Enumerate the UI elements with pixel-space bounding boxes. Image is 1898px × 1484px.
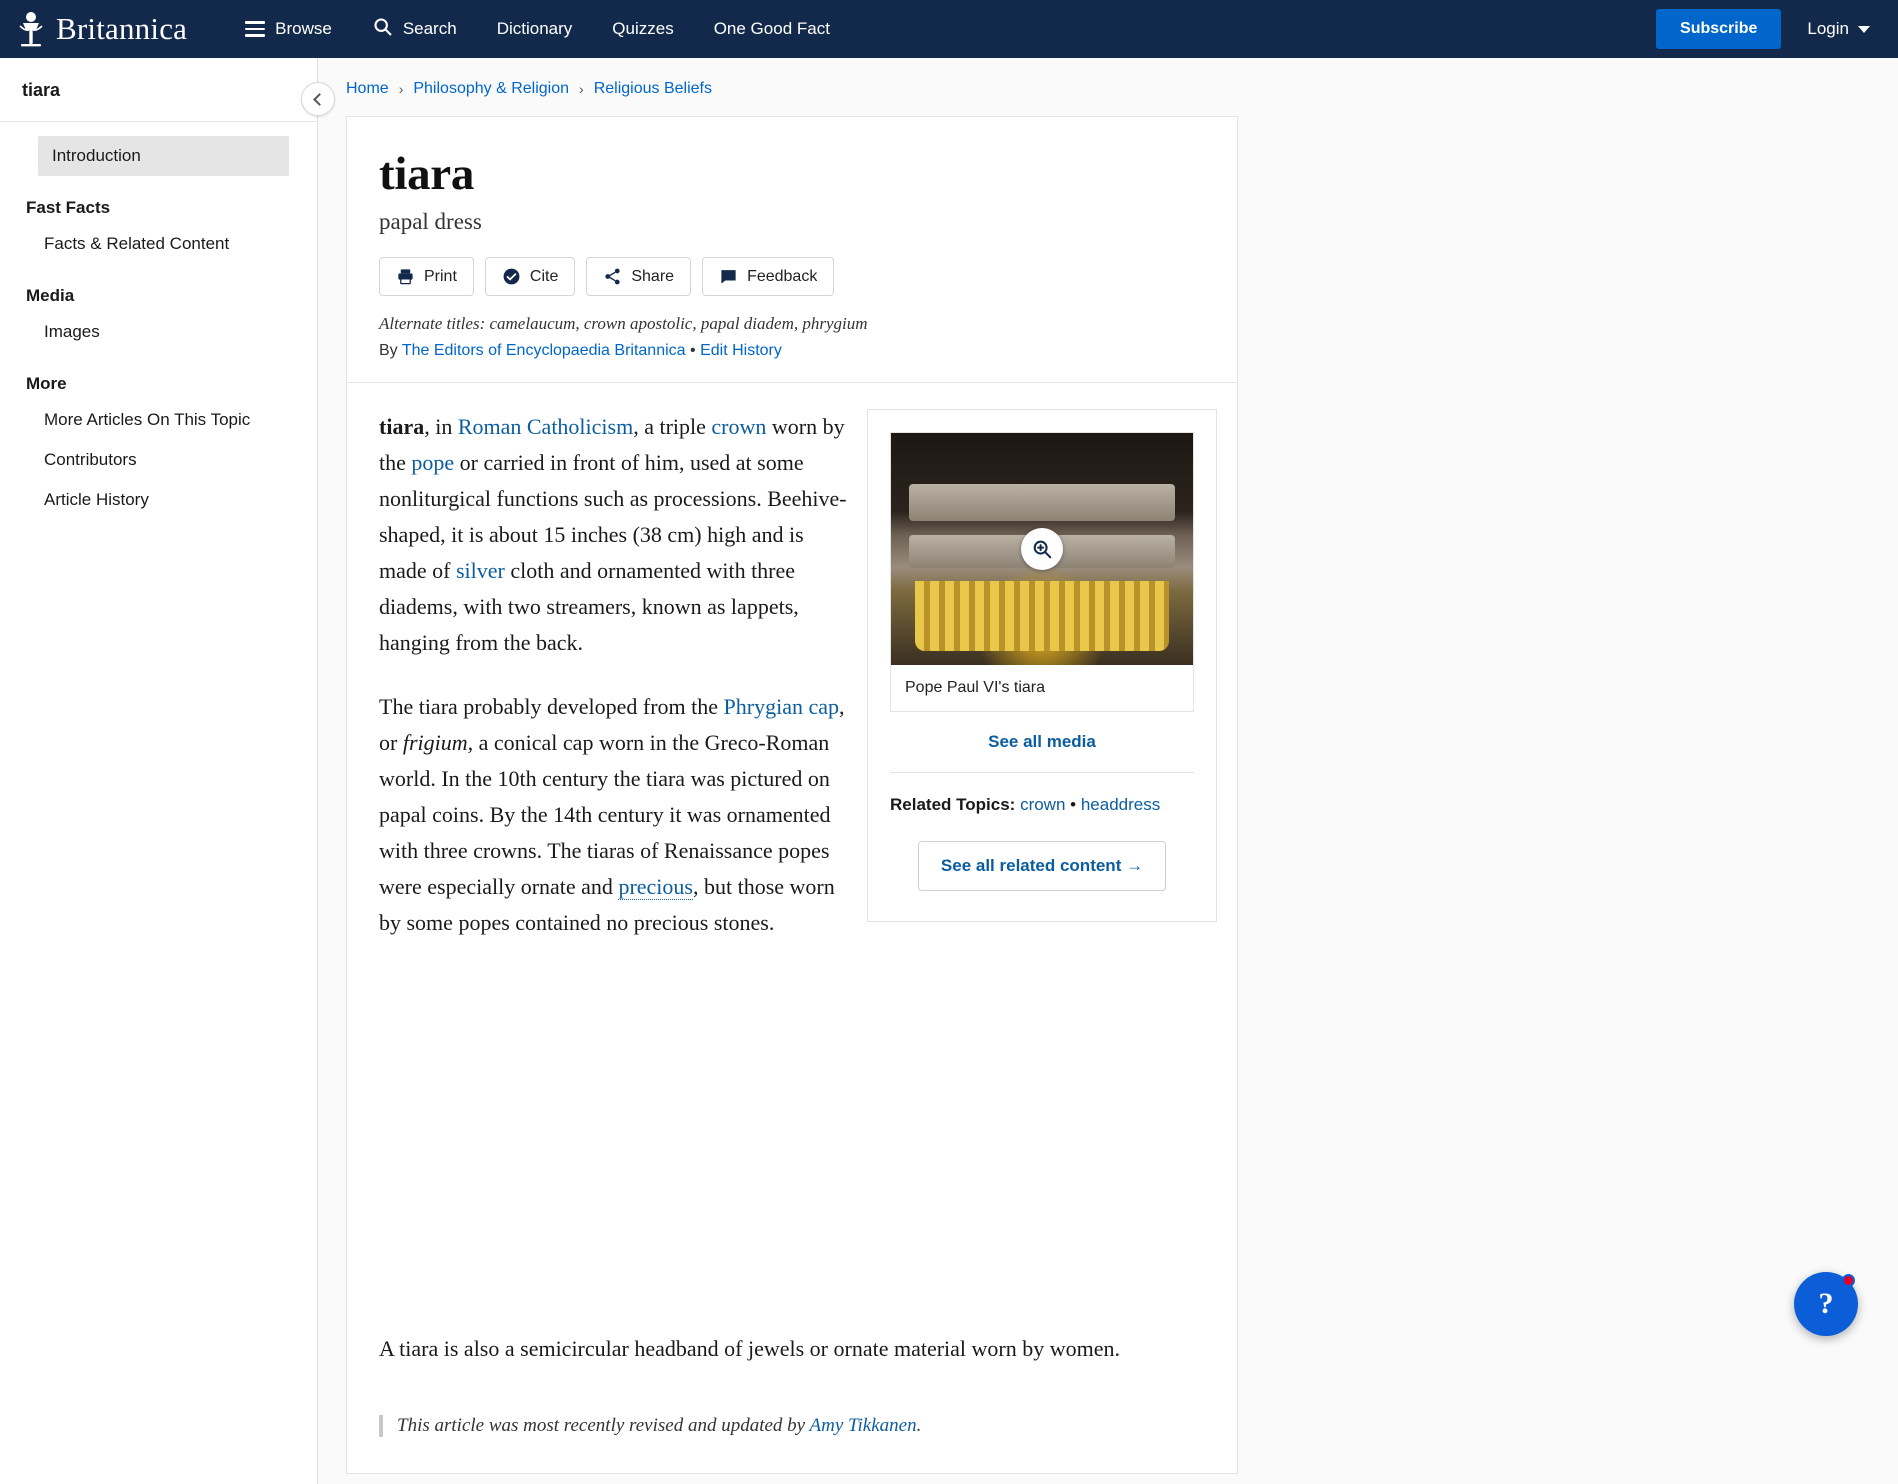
nav-item-one-good-fact[interactable]: [694, 11, 850, 47]
chevron-down-icon: [1858, 26, 1870, 33]
cite-check-icon: [502, 267, 521, 286]
p2-text-2: , or: [379, 694, 845, 755]
paragraph-1: [379, 409, 849, 661]
see-all-media-link[interactable]: See all media: [890, 712, 1194, 773]
link-phrygian-cap[interactable]: Phrygian cap: [723, 694, 840, 719]
sidebar-item-facts-related-content[interactable]: Facts & Related Content: [44, 234, 230, 253]
p1-text-3: worn by the: [379, 414, 845, 475]
feedback-icon: [719, 267, 738, 286]
media-and-related-box: [867, 409, 1217, 922]
byline: [379, 342, 1205, 360]
link-pope[interactable]: pope: [411, 450, 455, 475]
related-topic-headdress[interactable]: headdress: [1080, 795, 1161, 814]
nav-item-quizzes[interactable]: [592, 11, 693, 47]
magnify-icon[interactable]: [1021, 528, 1063, 570]
image-detail-band-upper: [909, 484, 1175, 521]
nav-item-dictionary-label: Dictionary: [496, 19, 573, 38]
related-topics: [890, 773, 1194, 815]
sidebar-item-article-history[interactable]: Article History: [44, 490, 149, 509]
revision-suffix: .: [916, 1415, 922, 1436]
printer-icon: [396, 267, 415, 286]
sidebar-collapse-button[interactable]: [301, 82, 335, 116]
nav-right-zone: [1656, 9, 1876, 49]
main-content: [318, 58, 1898, 1484]
media-figure[interactable]: [890, 432, 1194, 712]
breadcrumb-item-religious-beliefs[interactable]: Religious Beliefs: [593, 80, 712, 97]
chevron-left-icon: [313, 93, 326, 106]
article-card: [346, 116, 1238, 1474]
nav-item-browse[interactable]: [225, 9, 352, 48]
p1-text-4: or carried in front of him, used at some nonliturgical functions such as processions. Beehive-shaped, it is about 15 inches (38 cm) high and is made of: [379, 450, 847, 583]
nav-item-search[interactable]: [352, 8, 477, 50]
cite-button[interactable]: [485, 257, 575, 296]
media-caption: Pope Paul VI's tiara: [905, 679, 1046, 696]
article-sidebar: [0, 58, 318, 1484]
byline-prefix: By: [379, 342, 398, 359]
nav-item-quizzes-label: Quizzes: [612, 19, 674, 38]
p2-text-3: a conical cap worn in the Greco-Roman world. In the 10th century the tiara was pictured on papal coins. By the 14th century it was ornamented with three crowns. The tiaras of Renaissance popes were especially ornate and: [379, 730, 831, 899]
p2-text-1: The tiara probably developed from the: [379, 694, 724, 719]
nav-item-browse-label: Browse: [275, 18, 332, 38]
brand-name: Britannica: [56, 11, 188, 46]
help-button[interactable]: [1794, 1272, 1858, 1336]
sidebar-section-media: Media: [26, 286, 75, 305]
share-icon: [603, 267, 622, 286]
britannica-logo-home-link[interactable]: [14, 10, 187, 48]
paragraph-2: [379, 689, 849, 941]
breadcrumb-item-home[interactable]: Home: [346, 80, 389, 97]
link-precious[interactable]: precious: [618, 874, 693, 899]
login-label: Login: [1807, 19, 1849, 38]
image-detail-crown-row: [915, 581, 1169, 651]
top-navigation-bar: [0, 0, 1898, 58]
revision-author-link[interactable]: Amy Tikkanen: [809, 1415, 917, 1436]
byline-author-link[interactable]: The Editors of Encyclopaedia Britannica: [401, 342, 686, 359]
nav-item-dictionary[interactable]: [477, 11, 593, 47]
revision-note: [379, 1415, 1205, 1437]
share-button-label: Share: [631, 267, 675, 285]
p2-text-4: , but those worn by some popes contained no precious stones.: [379, 874, 835, 935]
sidebar-article-title: tiara: [0, 58, 317, 122]
table-of-contents: [0, 122, 317, 520]
login-menu[interactable]: [1807, 19, 1876, 39]
sidebar-section-fast-facts: Fast Facts: [26, 198, 111, 217]
article-prose: [379, 409, 849, 969]
paragraph-3: A tiara is also a semicircular headband of jewels or ornate material worn by women.: [379, 1336, 1121, 1361]
breadcrumb-item-philosophy-religion[interactable]: Philosophy & Religion: [413, 80, 570, 97]
edit-history-link[interactable]: Edit History: [700, 342, 782, 359]
p1-text-5: cloth and ornamented with three diadems, with two streamers, known as lappets, hanging from the back.: [379, 558, 799, 655]
primary-nav-items: [225, 8, 850, 50]
revision-note-text: [397, 1415, 921, 1437]
link-silver[interactable]: silver: [455, 558, 505, 583]
print-button-label: Print: [424, 267, 457, 285]
article-action-row: [379, 257, 1205, 296]
article-subtitle: papal dress: [379, 209, 482, 234]
nav-item-search-label: Search: [402, 19, 457, 38]
search-icon: [372, 16, 393, 42]
sidebar-item-images[interactable]: Images: [44, 322, 100, 341]
print-button[interactable]: [379, 257, 474, 296]
page-title: tiara: [379, 148, 475, 200]
p1-text-1: , in: [424, 414, 458, 439]
article-body: [347, 383, 1237, 969]
cite-button-label: Cite: [529, 267, 559, 285]
hamburger-icon: [245, 17, 265, 40]
related-topics-separator: •: [1070, 795, 1077, 814]
sidebar-item-contributors[interactable]: Contributors: [44, 450, 137, 469]
p2-italic-frigium: frigium,: [402, 730, 474, 755]
related-topics-label: Related Topics:: [890, 795, 1016, 814]
revision-prefix: This article was most recently revised and updated by: [397, 1415, 810, 1436]
sidebar-item-more-articles[interactable]: More Articles On This Topic: [44, 410, 251, 429]
share-button[interactable]: [586, 257, 691, 296]
media-image-pope-paul-vi-tiara[interactable]: [891, 433, 1193, 665]
sidebar-section-more: More: [26, 374, 67, 393]
related-topic-crown[interactable]: crown: [1020, 795, 1066, 814]
byline-separator: •: [690, 342, 696, 359]
page-body: [0, 58, 1898, 1484]
sidebar-item-introduction[interactable]: Introduction: [38, 136, 289, 176]
breadcrumb-separator-icon: ›: [579, 81, 584, 97]
britannica-thistle-icon: [14, 10, 48, 48]
subscribe-button[interactable]: Subscribe: [1656, 9, 1781, 49]
article-header: [347, 117, 1237, 383]
p1-text-2: , a triple: [633, 414, 712, 439]
alternate-titles: Alternate titles: camelaucum, crown apostolic, papal diadem, phrygium: [379, 314, 868, 333]
link-roman-catholicism[interactable]: Roman Catholicism: [457, 414, 634, 439]
lead-term: tiara: [379, 414, 425, 439]
revision-note-bar: [379, 1415, 383, 1437]
breadcrumb: [318, 58, 1898, 116]
question-mark-icon: ?: [1818, 1287, 1834, 1320]
feedback-button[interactable]: [702, 257, 834, 296]
link-crown[interactable]: crown: [711, 414, 767, 439]
breadcrumb-separator-icon: ›: [398, 81, 404, 97]
feedback-button-label: Feedback: [747, 267, 818, 285]
notification-dot: [1842, 1274, 1855, 1287]
nav-item-one-good-fact-label: One Good Fact: [713, 19, 830, 38]
see-all-related-content-button[interactable]: See all related content →: [918, 841, 1166, 891]
